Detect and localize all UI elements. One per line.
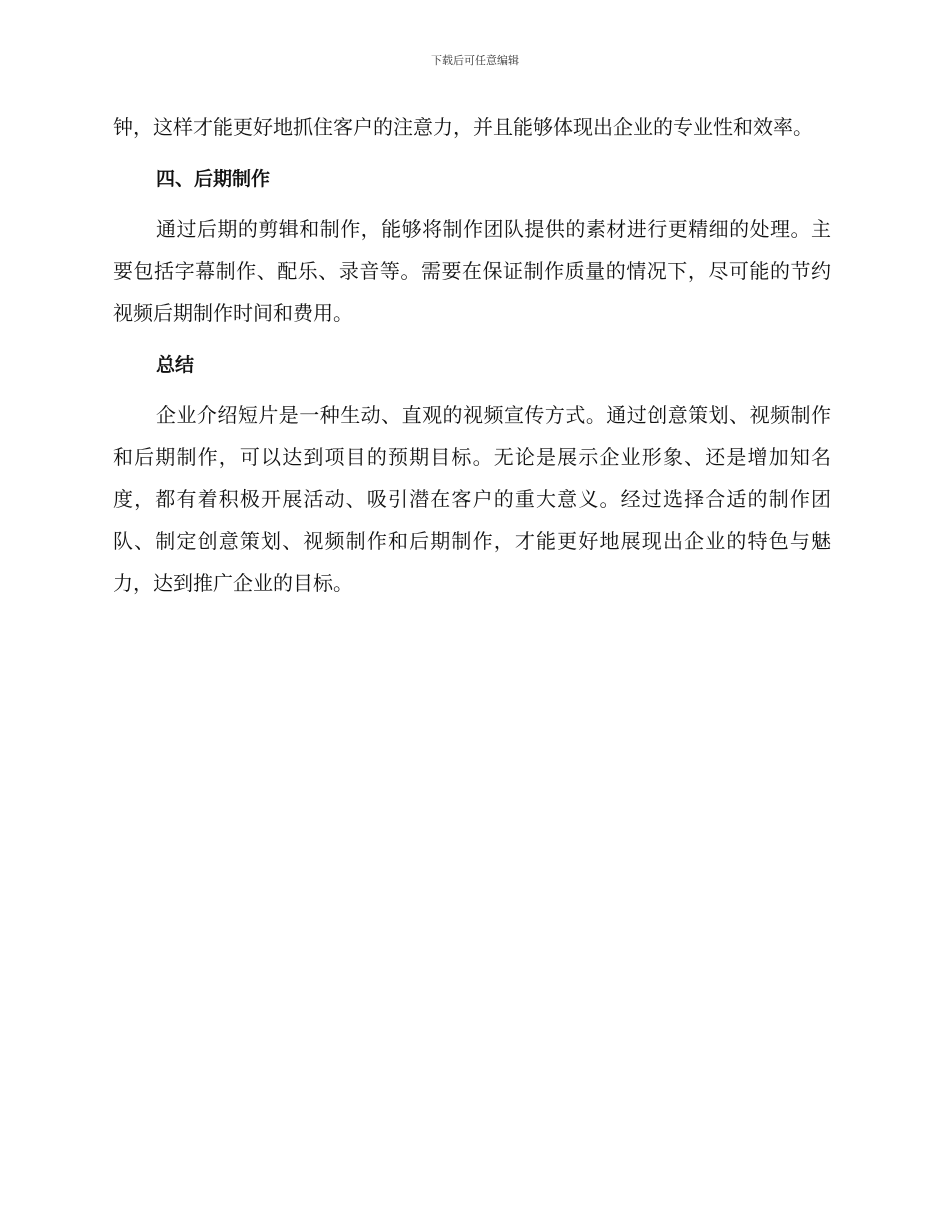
summary-paragraph: 企业介绍短片是一种生动、直观的视频宣传方式。通过创意策划、视频制作和后期制作，可以达到项目的预期目标。无论是展示企业形象、还是增加知名度，都有着积极开展活动、吸引潜在客户的重大意义。经过选择合适的制作团队、制定创意策划、视频制作和后期制作，才能更好地展现出企业的特色与魅力，达到推广企业的目标。 — [113, 403, 831, 595]
section-heading-post-production: 四、后期制作 — [156, 168, 271, 190]
continuation-paragraph: 钟，这样才能更好地抓住客户的注意力，并且能够体现出企业的专业性和效率。 — [113, 115, 813, 139]
page-header: 下载后可任意编辑 — [431, 54, 519, 67]
document-body — [113, 106, 831, 604]
section-heading-summary: 总结 — [156, 354, 195, 376]
post-production-paragraph: 通过后期的剪辑和制作，能够将制作团队提供的素材进行更精细的处理。主要包括字幕制作、配乐、录音等。需要在保证制作质量的情况下，尽可能的节约视频后期制作时间和费用。 — [113, 217, 831, 325]
